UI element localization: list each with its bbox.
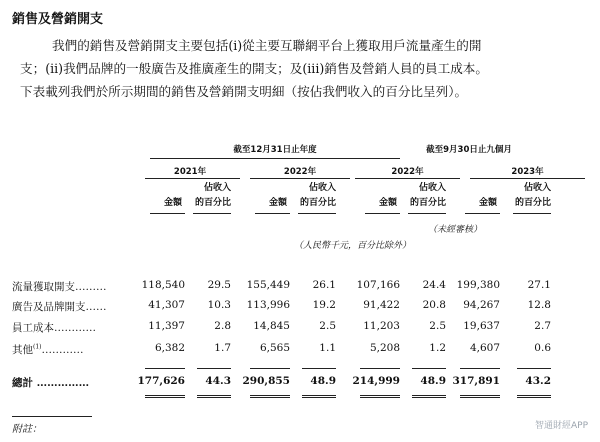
year-rule [250,178,350,179]
total-rule [360,395,400,396]
unit-note: （人民幣千元，百分比除外） [294,241,412,251]
total-rule [302,368,336,369]
col-pct-line2: 的百分比 [514,198,551,208]
col-rule [465,213,500,214]
total-rule [517,368,551,369]
total-double-rule [360,397,400,398]
percent-cell: 1.1 [319,342,336,354]
col-pct-line1: 佔收入 [523,183,551,193]
col-pct-header [400,181,446,211]
row-label-text: 員工成本………… [12,322,96,334]
percent-cell: 2.8 [214,320,231,332]
amount-cell: 91,422 [363,299,400,311]
percent-cell: 24.4 [422,279,446,291]
percent-cell: 1.7 [214,342,231,354]
amount-cell: 4,607 [469,342,500,354]
row-label [12,299,107,314]
unaudited-note: （未經審核） [428,225,483,235]
paragraph-line: 支；(ii)我們品牌的一般廣告及推廣產生的開支；及(iii)銷售及營銷人員的員工成本。 [20,61,488,76]
col-pct-line2: 的百分比 [299,198,336,208]
amount-cell: 6,382 [154,342,185,354]
row-label-text: 廣告及品牌開支…… [12,301,107,313]
amount-cell: 199,380 [456,279,500,291]
amount-cell: 155,449 [246,279,290,291]
col-pct-line1: 佔收入 [203,183,231,193]
percent-cell: 48.9 [420,375,446,387]
percent-cell: 44.3 [205,375,231,387]
col-amount-header: 金額 [378,198,397,208]
amount-cell: 317,891 [452,375,500,387]
year-rule [470,178,585,179]
amount-cell: 290,855 [242,375,290,387]
percent-cell: 27.1 [527,279,551,291]
total-rule [360,368,400,369]
percent-cell: 10.3 [207,299,231,311]
total-double-rule [145,397,185,398]
amount-cell: 113,996 [246,299,290,311]
total-rule [145,368,185,369]
amount-cell: 19,637 [463,320,500,332]
amount-cell: 5,208 [369,342,400,354]
col-pct-line1: 佔收入 [418,183,446,193]
percent-cell: 20.8 [422,299,446,311]
percent-cell: 29.5 [207,279,231,291]
year-header-2022: 2022年 [283,167,317,177]
col-pct-line2: 的百分比 [194,198,231,208]
col-rule [150,213,185,214]
percent-cell: 48.9 [310,375,336,387]
amount-cell: 177,626 [137,375,185,387]
row-label-text: 總計 …………… [12,377,90,389]
year-rule [355,178,460,179]
header-rule [150,158,400,159]
footnote-marker: (1) [33,343,42,351]
intro-paragraph [20,34,590,103]
footnote-rule [12,416,92,417]
percent-cell: 2.5 [429,320,446,332]
total-double-rule [197,397,231,398]
col-pct-line2: 的百分比 [409,198,446,208]
total-rule [197,395,231,396]
total-rule [460,395,500,396]
total-double-rule [460,397,500,398]
total-double-rule [250,397,290,398]
leader-dots: ………… [41,344,84,356]
col-rule [255,213,290,214]
row-label [12,375,89,390]
amount-cell: 11,203 [363,320,400,332]
total-double-rule [302,397,336,398]
percent-cell: 12.8 [527,299,551,311]
col-rule [193,213,231,214]
percent-cell: 0.6 [534,342,551,354]
percent-cell: 2.5 [319,320,336,332]
row-label [12,342,84,357]
row-label [12,279,107,294]
paragraph-line: 我們的銷售及營銷開支主要包括(i)從主要互聯網平台上獲取用戶流量產生的開 [52,38,482,53]
percent-cell: 26.1 [312,279,336,291]
col-pct-header [290,181,336,211]
col-rule [513,213,551,214]
year-rule [145,178,240,179]
total-rule [412,395,446,396]
total-double-rule [412,397,446,398]
total-rule [517,395,551,396]
total-rule [197,368,231,369]
watermark: 智通財經APP [534,421,588,431]
col-amount-header: 金額 [163,198,182,208]
total-rule [412,368,446,369]
paragraph-line: 下表載列我們於所示期間的銷售及營銷開支明細（按佔我們收入的百分比呈列）。 [20,84,468,99]
row-label-text: 其他 [12,344,33,356]
percent-cell: 2.7 [534,320,551,332]
col-pct-line1: 佔收入 [308,183,336,193]
amount-cell: 107,166 [356,279,400,291]
section-title: 銷售及營銷開支 [12,12,104,27]
amount-cell: 41,307 [148,299,185,311]
percent-cell: 19.2 [312,299,336,311]
col-rule [408,213,446,214]
total-rule [250,368,290,369]
total-rule [302,395,336,396]
percent-cell: 1.2 [429,342,446,354]
row-label [12,320,96,335]
amount-cell: 94,267 [463,299,500,311]
col-pct-header [505,181,551,211]
footnote-label: 附註： [12,424,42,435]
group-header-nine-months: 截至9月30日止九個月 [426,145,512,155]
total-rule [460,368,500,369]
col-pct-header [185,181,231,211]
year-header-2021: 2021年 [173,167,207,177]
amount-cell: 14,845 [253,320,290,332]
percent-cell: 43.2 [525,375,551,387]
year-header-2023-nine: 2023年 [511,167,544,177]
amount-cell: 6,565 [259,342,290,354]
col-amount-header: 金額 [478,198,497,208]
col-amount-header: 金額 [268,198,287,208]
group-header-annual: 截至12月31日止年度 [233,145,317,155]
total-rule [145,395,185,396]
amount-cell: 11,397 [148,320,185,332]
year-header-2022-nine: 2022年 [391,167,424,177]
amount-cell: 214,999 [352,375,400,387]
row-label-text: 流量獲取開支……… [12,281,107,293]
col-rule [365,213,400,214]
total-double-rule [517,397,551,398]
col-rule [298,213,336,214]
amount-cell: 118,540 [141,279,185,291]
total-rule [250,395,290,396]
